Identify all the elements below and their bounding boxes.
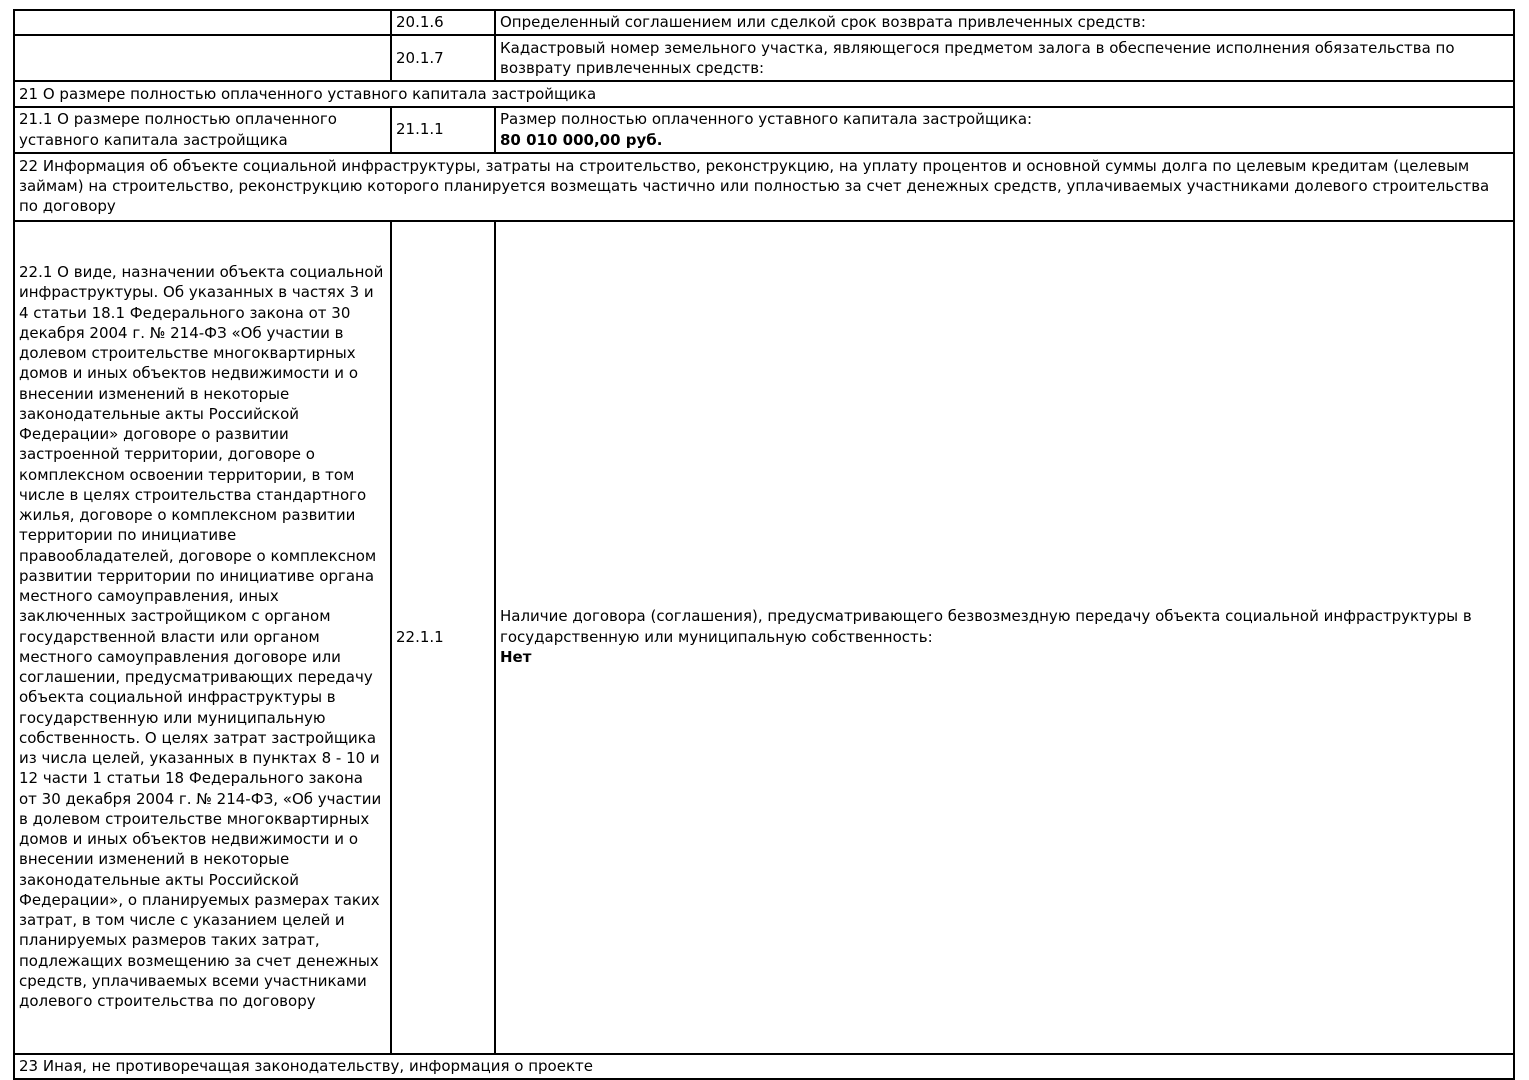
- table-row: [14, 153, 1514, 221]
- table-row: [14, 107, 1514, 153]
- code-cell: 22.1.1: [391, 221, 495, 1054]
- field-label: Кадастровый номер земельного участка, являющегося предметом залога в обеспечение исполнения обязательства по возврату привлеченных средств:: [500, 38, 1455, 77]
- section-header: 23 Иная, не противоречащая законодательству, информация о проекте: [14, 1054, 1514, 1079]
- field-value: 80 010 000,00 руб.: [500, 130, 663, 149]
- content-cell: [495, 107, 1514, 153]
- section-header: 22 Информация об объекте социальной инфраструктуры, затраты на строительство, реконструкцию, на уплату процентов и основной суммы долга по целевым кредитам (целевым займам) на строительство, реконструкцию которого планируется возмещать частично или полностью за счет денежных средств, уплачиваемых участниками долевого строительства по договору: [14, 153, 1514, 221]
- field-label: Размер полностью оплаченного уставного капитала застройщика:: [500, 110, 1033, 129]
- declaration-table: [13, 9, 1515, 1080]
- topic-cell: 21.1 О размере полностью оплаченного уставного капитала застройщика: [14, 107, 391, 153]
- table-row: [14, 81, 1514, 107]
- table-row: [14, 10, 1514, 35]
- field-label: Определенный соглашением или сделкой срок возврата привлеченных средств:: [500, 13, 1146, 31]
- topic-cell: [14, 35, 391, 81]
- table-row: [14, 35, 1514, 81]
- content-cell: [495, 35, 1514, 81]
- code-cell: 20.1.6: [391, 10, 495, 35]
- topic-cell: [14, 10, 391, 35]
- field-value: Нет: [500, 647, 532, 666]
- section-header: 21 О размере полностью оплаченного уставного капитала застройщика: [14, 81, 1514, 107]
- topic-cell: 22.1 О виде, назначении объекта социальной инфраструктуры. Об указанных в частях 3 и 4 статьи 18.1 Федерального закона от 30 декабря 2004 г. № 214-ФЗ «Об участии в долевом строительстве многоквартирных домов и иных объектов недвижимости и о внесении изменений в некоторые законодательные акты Российской Федерации» договоре о развитии застроенной территории, договоре о комплексном освоении территории, в том числе в целях строительства стандартного жилья, договоре о комплексном развитии территории по инициативе правообладателей, договоре о комплексном развитии территории по инициативе органа местного самоуправления, иных заключенных застройщиком с органом государственной власти или органом местного самоуправления договоре или соглашении, предусматривающих передачу объекта социальной инфраструктуры в государственную или муниципальную собственность. О целях затрат застройщика из числа целей, указанных в пунктах 8 - 10 и 12 части 1 статьи 18 Федерального закона от 30 декабря 2004 г. № 214-ФЗ, «Об участии в долевом строительстве многоквартирных домов и иных объектов недвижимости и о внесении изменений в некоторые законодательные акты Российской Федерации», о планируемых размерах таких затрат, в том числе с указанием целей и планируемых размеров таких затрат, подлежащих возмещению за счет денежных средств, уплачиваемых всеми участниками долевого строительства по договору: [14, 221, 391, 1054]
- content-cell: [495, 221, 1514, 1054]
- table-row: [14, 221, 1514, 1054]
- field-label: Наличие договора (соглашения), предусматривающего безвозмездную передачу объекта социальной инфраструктуры в государственную или муниципальную собственность:: [500, 607, 1472, 646]
- code-cell: 21.1.1: [391, 107, 495, 153]
- code-cell: 20.1.7: [391, 35, 495, 81]
- table-row: [14, 1054, 1514, 1079]
- content-cell: [495, 10, 1514, 35]
